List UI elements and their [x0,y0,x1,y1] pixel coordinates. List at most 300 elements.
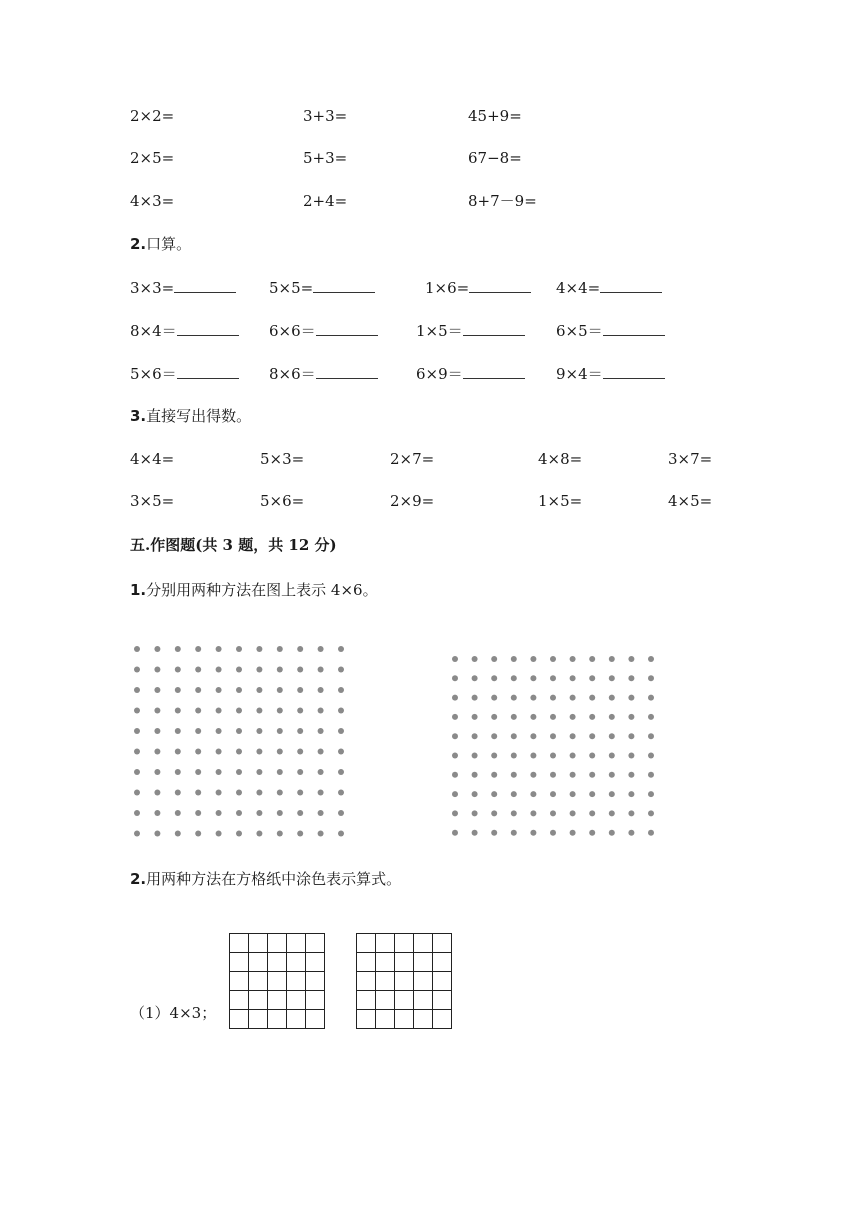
problem: 45+9= [468,107,522,125]
grid-dot[interactable] [216,831,222,837]
question-number: 2. [130,870,147,888]
grid-dot[interactable] [648,810,654,816]
grid-dot[interactable] [452,791,458,797]
grid-cell[interactable] [376,972,395,991]
grid-dot[interactable] [195,831,201,837]
grid-dot[interactable] [609,772,615,778]
grid-dot[interactable] [297,769,303,775]
grid-cell[interactable] [376,1010,395,1029]
grid-dot[interactable] [277,708,283,714]
grid-dot[interactable] [256,708,262,714]
grid-dot[interactable] [491,656,497,662]
grid-cell[interactable] [357,991,376,1010]
grid-dot[interactable] [491,695,497,701]
grid-dot[interactable] [550,733,556,739]
grid-cell[interactable] [414,934,433,953]
grid-cell[interactable] [433,972,452,991]
grid-dot[interactable] [134,790,140,796]
grid-cell[interactable] [287,991,306,1010]
grid-cell[interactable] [376,953,395,972]
grid-dot[interactable] [175,708,181,714]
grid-dot[interactable] [452,695,458,701]
grid-dot[interactable] [338,687,344,693]
grid-dot[interactable] [297,728,303,734]
grid-dot[interactable] [154,769,160,775]
grid-dot[interactable] [609,675,615,681]
grid-cell[interactable] [306,953,325,972]
grid-dot[interactable] [216,810,222,816]
grid-cell[interactable] [249,934,268,953]
grid-cell[interactable] [357,972,376,991]
grid-dot[interactable] [609,656,615,662]
grid-dot[interactable] [530,656,536,662]
grid-dot[interactable] [134,749,140,755]
grid-dot[interactable] [609,753,615,759]
grid-dot[interactable] [570,791,576,797]
grid-dot[interactable] [570,675,576,681]
grid-dot[interactable] [648,772,654,778]
grid-dot[interactable] [589,830,595,836]
grid-dot[interactable] [195,769,201,775]
grid-dot[interactable] [318,646,324,652]
grid-cell[interactable] [249,953,268,972]
grid-dot[interactable] [511,714,517,720]
grid-dot[interactable] [511,791,517,797]
grid-dot[interactable] [175,831,181,837]
grid-dot[interactable] [195,708,201,714]
grid-dot[interactable] [472,772,478,778]
grid-dot[interactable] [491,791,497,797]
grid-dot[interactable] [589,675,595,681]
grid-dot[interactable] [216,646,222,652]
grid-dot[interactable] [628,656,634,662]
sub-question-label: （1）4×3； [130,1004,217,1022]
grid-dot[interactable] [216,769,222,775]
grid-dot[interactable] [236,687,242,693]
grid-dot[interactable] [256,667,262,673]
grid-cell[interactable] [395,972,414,991]
grid-dot[interactable] [318,810,324,816]
grid-dot[interactable] [338,749,344,755]
grid-dot[interactable] [491,810,497,816]
grid-dot[interactable] [338,769,344,775]
grid-dot[interactable] [570,772,576,778]
grid-dot[interactable] [589,714,595,720]
grid-dot[interactable] [648,675,654,681]
answer-blank[interactable] [177,321,239,336]
grid-dot[interactable] [256,790,262,796]
grid-cell[interactable] [433,991,452,1010]
grid-dot[interactable] [154,749,160,755]
grid-dot[interactable] [338,790,344,796]
grid-cell[interactable] [395,1010,414,1029]
grid-dot[interactable] [236,708,242,714]
grid-dot[interactable] [530,830,536,836]
grid-dot[interactable] [628,695,634,701]
grid-dot[interactable] [530,714,536,720]
grid-dot[interactable] [589,733,595,739]
grid-dot[interactable] [530,675,536,681]
grid-cell[interactable] [306,1010,325,1029]
grid-dot[interactable] [491,772,497,778]
grid-dot[interactable] [236,769,242,775]
grid-dot[interactable] [277,831,283,837]
grid-dot[interactable] [472,675,478,681]
grid-cell[interactable] [287,953,306,972]
grid-dot[interactable] [318,831,324,837]
grid-dot[interactable] [550,714,556,720]
grid-dot[interactable] [452,753,458,759]
grid-dot[interactable] [550,656,556,662]
grid-dot[interactable] [297,646,303,652]
grid-dot[interactable] [297,831,303,837]
grid-cell[interactable] [306,972,325,991]
grid-dot[interactable] [236,810,242,816]
grid-cell[interactable] [306,934,325,953]
grid-dot[interactable] [277,810,283,816]
grid-dot[interactable] [472,695,478,701]
grid-dot[interactable] [452,675,458,681]
grid-dot[interactable] [256,687,262,693]
grid-cell[interactable] [287,934,306,953]
grid-dot[interactable] [154,831,160,837]
grid-cell[interactable] [414,972,433,991]
grid-dot[interactable] [550,695,556,701]
grid-dot[interactable] [134,769,140,775]
grid-dot[interactable] [297,790,303,796]
grid-dot[interactable] [277,790,283,796]
grid-dot[interactable] [511,695,517,701]
grid-cell[interactable] [268,934,287,953]
grid-dot[interactable] [609,714,615,720]
grid-dot[interactable] [175,687,181,693]
grid-dot[interactable] [154,646,160,652]
grid-dot[interactable] [628,753,634,759]
grid-dot[interactable] [134,810,140,816]
grid-dot[interactable] [318,728,324,734]
grid-dot[interactable] [338,728,344,734]
grid-cell[interactable] [230,972,249,991]
grid-dot[interactable] [570,810,576,816]
grid-dot[interactable] [277,687,283,693]
grid-dot[interactable] [134,728,140,734]
grid-cell[interactable] [395,991,414,1010]
grid-dot[interactable] [648,791,654,797]
grid-dot[interactable] [236,790,242,796]
grid-dot[interactable] [472,714,478,720]
grid-dot[interactable] [318,667,324,673]
grid-dot[interactable] [609,810,615,816]
grid-dot[interactable] [472,753,478,759]
dot-grid-right[interactable] [447,652,662,842]
grid-dot[interactable] [277,769,283,775]
grid-dot[interactable] [134,646,140,652]
grid-dot[interactable] [297,810,303,816]
grid-dot[interactable] [609,830,615,836]
problem: 3×5= [130,492,175,510]
grid-dot[interactable] [277,646,283,652]
grid-dot[interactable] [472,810,478,816]
grid-dot[interactable] [134,708,140,714]
grid-dot[interactable] [511,772,517,778]
grid-dot[interactable] [589,656,595,662]
grid-dot[interactable] [175,646,181,652]
grid-dot[interactable] [256,769,262,775]
grid-cell[interactable] [306,991,325,1010]
grid-cell[interactable] [357,953,376,972]
grid-dot[interactable] [511,656,517,662]
grid-dot[interactable] [570,733,576,739]
answer-blank[interactable] [463,364,525,379]
grid-cell[interactable] [268,972,287,991]
answer-blank[interactable] [603,364,665,379]
grid-cell[interactable] [230,991,249,1010]
grid-dot[interactable] [318,708,324,714]
grid-cell[interactable] [287,1010,306,1029]
grid-dot[interactable] [297,667,303,673]
problem: 5+3= [303,149,348,167]
grid-dot[interactable] [452,714,458,720]
grid-dot[interactable] [154,687,160,693]
grid-dot[interactable] [491,830,497,836]
grid-cell[interactable] [395,953,414,972]
grid-dot[interactable] [530,791,536,797]
grid-dot[interactable] [452,810,458,816]
grid-dot[interactable] [648,714,654,720]
grid-dot[interactable] [236,728,242,734]
grid-dot[interactable] [277,667,283,673]
grid-cell[interactable] [268,1010,287,1029]
oral-problem: 3×3= [130,278,236,298]
grid-dot[interactable] [511,810,517,816]
grid-dot[interactable] [570,714,576,720]
grid-dot[interactable] [550,772,556,778]
grid-dot[interactable] [297,749,303,755]
grid-cell[interactable] [357,1010,376,1029]
grid-dot[interactable] [609,733,615,739]
grid-dot[interactable] [491,714,497,720]
grid-dot[interactable] [648,733,654,739]
grid-cell[interactable] [249,972,268,991]
grid-dot[interactable] [256,728,262,734]
grid-dot[interactable] [195,749,201,755]
answer-blank[interactable] [316,321,378,336]
grid-dot[interactable] [216,687,222,693]
grid-dot[interactable] [134,831,140,837]
grid-dot[interactable] [236,749,242,755]
grid-dot[interactable] [491,675,497,681]
grid-dot[interactable] [491,753,497,759]
grid-dot[interactable] [277,728,283,734]
grid-dot[interactable] [530,695,536,701]
grid-dot[interactable] [195,687,201,693]
grid-dot[interactable] [472,733,478,739]
grid-dot[interactable] [648,695,654,701]
oral-problem: 1×5＝ [416,321,525,341]
grid-dot[interactable] [216,667,222,673]
oral-problem: 5×6＝ [130,364,239,384]
answer-blank[interactable] [316,364,378,379]
grid-dot[interactable] [648,656,654,662]
grid-dot[interactable] [472,830,478,836]
dot-grid-left[interactable] [128,642,358,842]
grid-dot[interactable] [550,791,556,797]
grid-dot[interactable] [134,687,140,693]
answer-blank[interactable] [600,278,662,293]
grid-dot[interactable] [628,772,634,778]
grid-dot[interactable] [154,667,160,673]
grid-dot[interactable] [648,753,654,759]
grid-dot[interactable] [318,749,324,755]
grid-dot[interactable] [589,695,595,701]
grid-dot[interactable] [338,810,344,816]
grid-dot[interactable] [628,830,634,836]
grid-dot[interactable] [511,830,517,836]
grid-dot[interactable] [628,810,634,816]
grid-dot[interactable] [175,810,181,816]
grid-cell[interactable] [433,1010,452,1029]
grid-cell[interactable] [433,934,452,953]
grid-cell[interactable] [287,972,306,991]
grid-dot[interactable] [570,753,576,759]
drawing-question-1-heading [130,580,378,600]
grid-dot[interactable] [589,772,595,778]
grid-dot[interactable] [530,733,536,739]
grid-dot[interactable] [134,667,140,673]
grid-dot[interactable] [628,675,634,681]
grid-dot[interactable] [628,791,634,797]
grid-dot[interactable] [648,830,654,836]
question-title: 口算。 [146,235,192,253]
grid-dot[interactable] [570,656,576,662]
grid-dot[interactable] [216,790,222,796]
grid-dot[interactable] [154,790,160,796]
grid-dot[interactable] [256,831,262,837]
grid-dot[interactable] [297,687,303,693]
grid-dot[interactable] [609,791,615,797]
grid-dot[interactable] [550,753,556,759]
grid-dot[interactable] [550,830,556,836]
grid-dot[interactable] [530,810,536,816]
square-grid-left[interactable] [229,933,325,1029]
grid-dot[interactable] [452,733,458,739]
grid-dot[interactable] [338,831,344,837]
grid-dot[interactable] [472,791,478,797]
grid-dot[interactable] [256,646,262,652]
grid-cell[interactable] [357,934,376,953]
grid-dot[interactable] [511,753,517,759]
problem: 5×3= [260,450,305,468]
grid-dot[interactable] [195,810,201,816]
grid-dot[interactable] [491,733,497,739]
grid-cell[interactable] [249,991,268,1010]
grid-cell[interactable] [230,1010,249,1029]
grid-dot[interactable] [216,728,222,734]
grid-dot[interactable] [589,791,595,797]
grid-dot[interactable] [195,646,201,652]
grid-dot[interactable] [216,749,222,755]
answer-blank[interactable] [174,278,236,293]
grid-dot[interactable] [195,790,201,796]
grid-dot[interactable] [338,646,344,652]
grid-cell[interactable] [395,934,414,953]
grid-dot[interactable] [511,675,517,681]
grid-dot[interactable] [570,830,576,836]
grid-cell[interactable] [268,953,287,972]
grid-dot[interactable] [472,656,478,662]
grid-dot[interactable] [216,708,222,714]
grid-dot[interactable] [628,714,634,720]
grid-dot[interactable] [256,810,262,816]
grid-dot[interactable] [589,753,595,759]
grid-dot[interactable] [277,749,283,755]
answer-blank[interactable] [603,321,665,336]
grid-cell[interactable] [376,991,395,1010]
grid-dot[interactable] [589,810,595,816]
grid-cell[interactable] [376,934,395,953]
grid-dot[interactable] [297,708,303,714]
grid-dot[interactable] [338,708,344,714]
answer-blank[interactable] [469,278,531,293]
grid-dot[interactable] [628,733,634,739]
grid-dot[interactable] [195,728,201,734]
grid-cell[interactable] [414,1010,433,1029]
grid-dot[interactable] [175,749,181,755]
grid-dot[interactable] [550,810,556,816]
grid-dot[interactable] [452,772,458,778]
grid-dot[interactable] [511,733,517,739]
grid-cell[interactable] [268,991,287,1010]
grid-cell[interactable] [230,953,249,972]
grid-cell[interactable] [414,991,433,1010]
grid-dot[interactable] [175,790,181,796]
grid-dot[interactable] [550,675,556,681]
grid-dot[interactable] [530,753,536,759]
square-grid-right[interactable] [356,933,452,1029]
grid-cell[interactable] [230,934,249,953]
grid-dot[interactable] [175,769,181,775]
problem: 5×6= [260,492,305,510]
problem: 67−8= [468,149,522,167]
oral-problem: 6×5＝ [556,321,665,341]
grid-cell[interactable] [249,1010,268,1029]
grid-dot[interactable] [609,695,615,701]
grid-dot[interactable] [452,830,458,836]
grid-dot[interactable] [318,687,324,693]
grid-dot[interactable] [195,667,201,673]
grid-dot[interactable] [318,769,324,775]
grid-dot[interactable] [236,831,242,837]
grid-dot[interactable] [530,772,536,778]
answer-blank[interactable] [313,278,375,293]
grid-cell[interactable] [433,953,452,972]
grid-dot[interactable] [154,810,160,816]
grid-dot[interactable] [318,790,324,796]
grid-dot[interactable] [154,708,160,714]
grid-dot[interactable] [452,656,458,662]
grid-cell[interactable] [414,953,433,972]
grid-dot[interactable] [570,695,576,701]
grid-dot[interactable] [338,667,344,673]
grid-dot[interactable] [236,646,242,652]
grid-dot[interactable] [154,728,160,734]
answer-blank[interactable] [177,364,239,379]
answer-blank[interactable] [463,321,525,336]
grid-dot[interactable] [175,728,181,734]
grid-dot[interactable] [175,667,181,673]
grid-dot[interactable] [256,749,262,755]
grid-dot[interactable] [236,667,242,673]
